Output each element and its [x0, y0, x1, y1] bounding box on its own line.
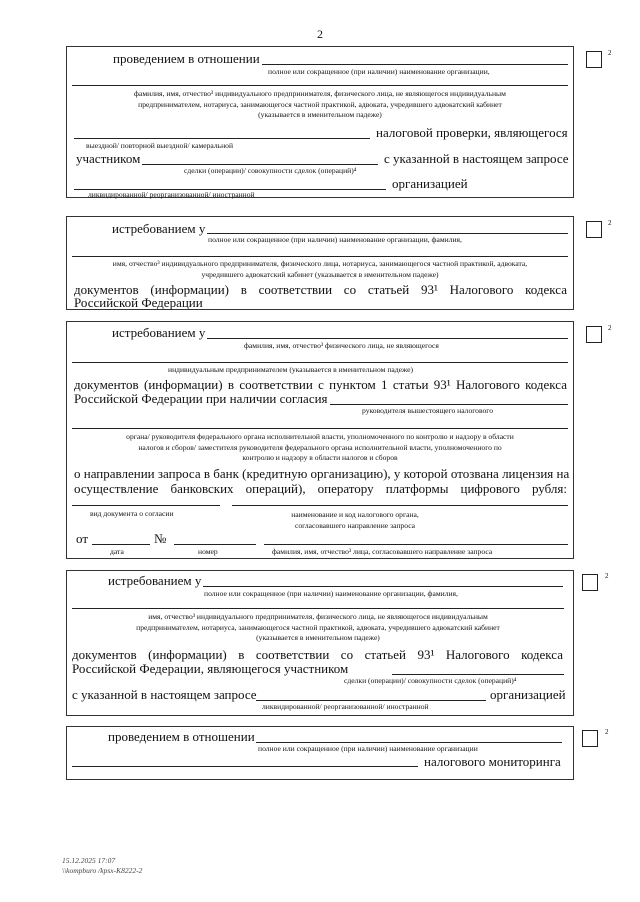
footer-path: \\kompburo /kpsx-K8222-2: [62, 866, 143, 875]
block3-number-sign: №: [154, 531, 167, 546]
block3-claim-line[interactable]: [207, 338, 568, 339]
block3-bank-line-1: о направлении запроса в банк (кредитную организацию), у которой отозвана лицензия на: [74, 466, 570, 481]
block1-conducted-label: проведением в отношении: [113, 51, 260, 66]
block5-org-line-2[interactable]: [72, 766, 418, 767]
block5-monitoring-label: налогового мониторинга: [424, 754, 561, 769]
block3-caption-2: индивидуальным предпринимателем (указывается в именительном падеже): [168, 365, 414, 374]
block4-caption-1: полное или сокращенное (при наличии) наименование организации, фамилия,: [204, 589, 458, 598]
block4-claim-line-2[interactable]: [72, 608, 564, 609]
block4-note-mark: 2: [605, 572, 609, 580]
footer-timestamp: 15.12.2025 17:07: [62, 856, 116, 865]
block1-org-line-2[interactable]: [72, 85, 568, 86]
block4-claim-line[interactable]: [203, 586, 563, 587]
block2-docs-line-2: Российской Федерации: [74, 295, 203, 310]
block1-org-caption: полное или сокращенное (при наличии) наименование организации,: [268, 67, 490, 76]
block1-tax-audit-label: налоговой проверки, являющегося: [376, 125, 568, 140]
block3-org-caption: органа/ руководителя федерального органа исполнительной власти, уполномоченного по контролю и надзору в области налогов и сборов/ заместителя руководителя федерального органа исполнительной власти, уполномоченного по контролю и надзору в области налогов и сборов: [126, 432, 514, 462]
block3-bank-line-2: осуществление банковских операций), оператору платформы цифрового рубля:: [74, 481, 567, 496]
block4-with-request-label: с указанной в настоящем запросе: [72, 687, 257, 702]
footer-stamp: [62, 856, 142, 876]
block3-consent-line[interactable]: [330, 404, 568, 405]
block2-caption-1: полное или сокращенное (при наличии) наименование организации, фамилия,: [208, 235, 462, 244]
block2-docs-line-1: документов (информации) в соответствии со статьей 93¹ Налогового кодекса: [74, 282, 567, 297]
block3-consent-line-2[interactable]: [72, 428, 568, 429]
page-number: 2: [317, 27, 323, 41]
block3-from-label: от: [76, 531, 89, 546]
block3-number-caption: номер: [198, 547, 218, 556]
block3-date-line[interactable]: [92, 544, 150, 545]
block3-tax-auth-caption: наименование и код налогового органа, согласовавшего направление запроса: [291, 510, 419, 530]
block3-doc-kind-caption: вид документа о согласии: [90, 509, 174, 518]
block4-deal-caption: сделки (операции)/ совокупности сделок (операций)⁴: [344, 676, 517, 685]
block4-org-kind-caption: ликвидированной/ реорганизованной/ иностранной: [262, 702, 429, 711]
block3-number-line[interactable]: [174, 544, 256, 545]
block3-approver-line[interactable]: [264, 544, 568, 545]
block4-organization-label: организацией: [490, 687, 566, 702]
block3-doc-kind-line[interactable]: [72, 505, 220, 506]
block5-checkbox[interactable]: [582, 730, 598, 747]
block5-conducted-label: проведением в отношении: [108, 729, 255, 744]
block1-person-caption: фамилия, имя, отчество³ индивидуального предпринимателя, физического лица, не являющегося индивидуальным предпринимателем, нотариуса, занимающегося частной практикой, адвоката, учредившего адвокатский кабинет (указывается в именительном падеже): [134, 89, 506, 119]
block3-date-caption: дата: [110, 547, 124, 556]
block3-note-mark: 2: [608, 324, 612, 332]
block2-note-mark: 2: [608, 219, 612, 227]
block1-org-kind-caption: ликвидированной/ реорганизованной/ иностранной: [88, 190, 255, 199]
block1-participant-label: участником: [76, 151, 141, 166]
block1-audit-type-line[interactable]: [74, 138, 370, 139]
block1-with-request-label: с указанной в настоящем запросе: [384, 151, 569, 166]
block1-org-line[interactable]: [262, 64, 568, 65]
block2-claim-line[interactable]: [207, 233, 568, 234]
block5-org-caption: полное или сокращенное (при наличии) наименование организации: [258, 744, 478, 753]
block3-docs-line-2: Российской Федерации при наличии согласия: [74, 391, 328, 406]
block1-checkbox[interactable]: [586, 51, 602, 68]
block2-checkbox[interactable]: [586, 221, 602, 238]
block4-docs-line-1: документов (информации) в соответствии со статьей 93¹ Налогового кодекса: [72, 647, 563, 662]
block3-docs-line-1: документов (информации) в соответствии с пунктом 1 статьи 93¹ Налогового кодекса: [74, 377, 567, 392]
block5-note-mark: 2: [605, 728, 609, 736]
block3-checkbox[interactable]: [586, 326, 602, 343]
block3-approver-caption: фамилия, имя, отчество³ лица, согласовавшего направление запроса: [272, 547, 493, 556]
block3-caption-1: фамилия, имя, отчество³ физического лица, не являющегося: [244, 341, 439, 350]
block1-audit-type-caption: выездной/ повторной выездной/ камеральной: [86, 141, 234, 150]
block3-tax-auth-line[interactable]: [232, 505, 568, 506]
block4-docs-line-2: Российской Федерации, являющегося участником: [72, 661, 349, 676]
block1-deal-caption: сделки (операции)/ совокупности сделок (операций)⁴: [184, 166, 357, 175]
block4-caption-2: имя, отчество³ индивидуального предпринимателя, физического лица, не являющегося индивидуальным предпринимателем, нотариуса, занимающегося частной практикой, адвоката, учредившего адвокатский кабинет (указывается в именительном падеже): [136, 612, 500, 642]
block4-checkbox[interactable]: [582, 574, 598, 591]
block5-org-line[interactable]: [256, 742, 562, 743]
block1-organization-label: организацией: [392, 176, 468, 191]
block4-deal-line[interactable]: [392, 674, 564, 675]
block4-claim-label: истребованием у: [108, 573, 202, 588]
block2-claim-label: истребованием у: [112, 221, 206, 236]
block1-deal-line[interactable]: [142, 164, 378, 165]
block3-claim-label: истребованием у: [112, 325, 206, 340]
block4-org-kind-line[interactable]: [256, 700, 486, 701]
block3-claim-line-2[interactable]: [72, 362, 568, 363]
block3-head-caption: руководителя вышестоящего налогового: [362, 406, 494, 415]
block2-caption-2: имя, отчество³ индивидуального предпринимателя, физического лица, нотариуса, занимающегося частной практикой, адвоката, учредившего адвокатский кабинет (указывается в именительном падеже): [112, 259, 528, 279]
block1-note-mark: 2: [608, 49, 612, 57]
block2-claim-line-2[interactable]: [72, 256, 568, 257]
